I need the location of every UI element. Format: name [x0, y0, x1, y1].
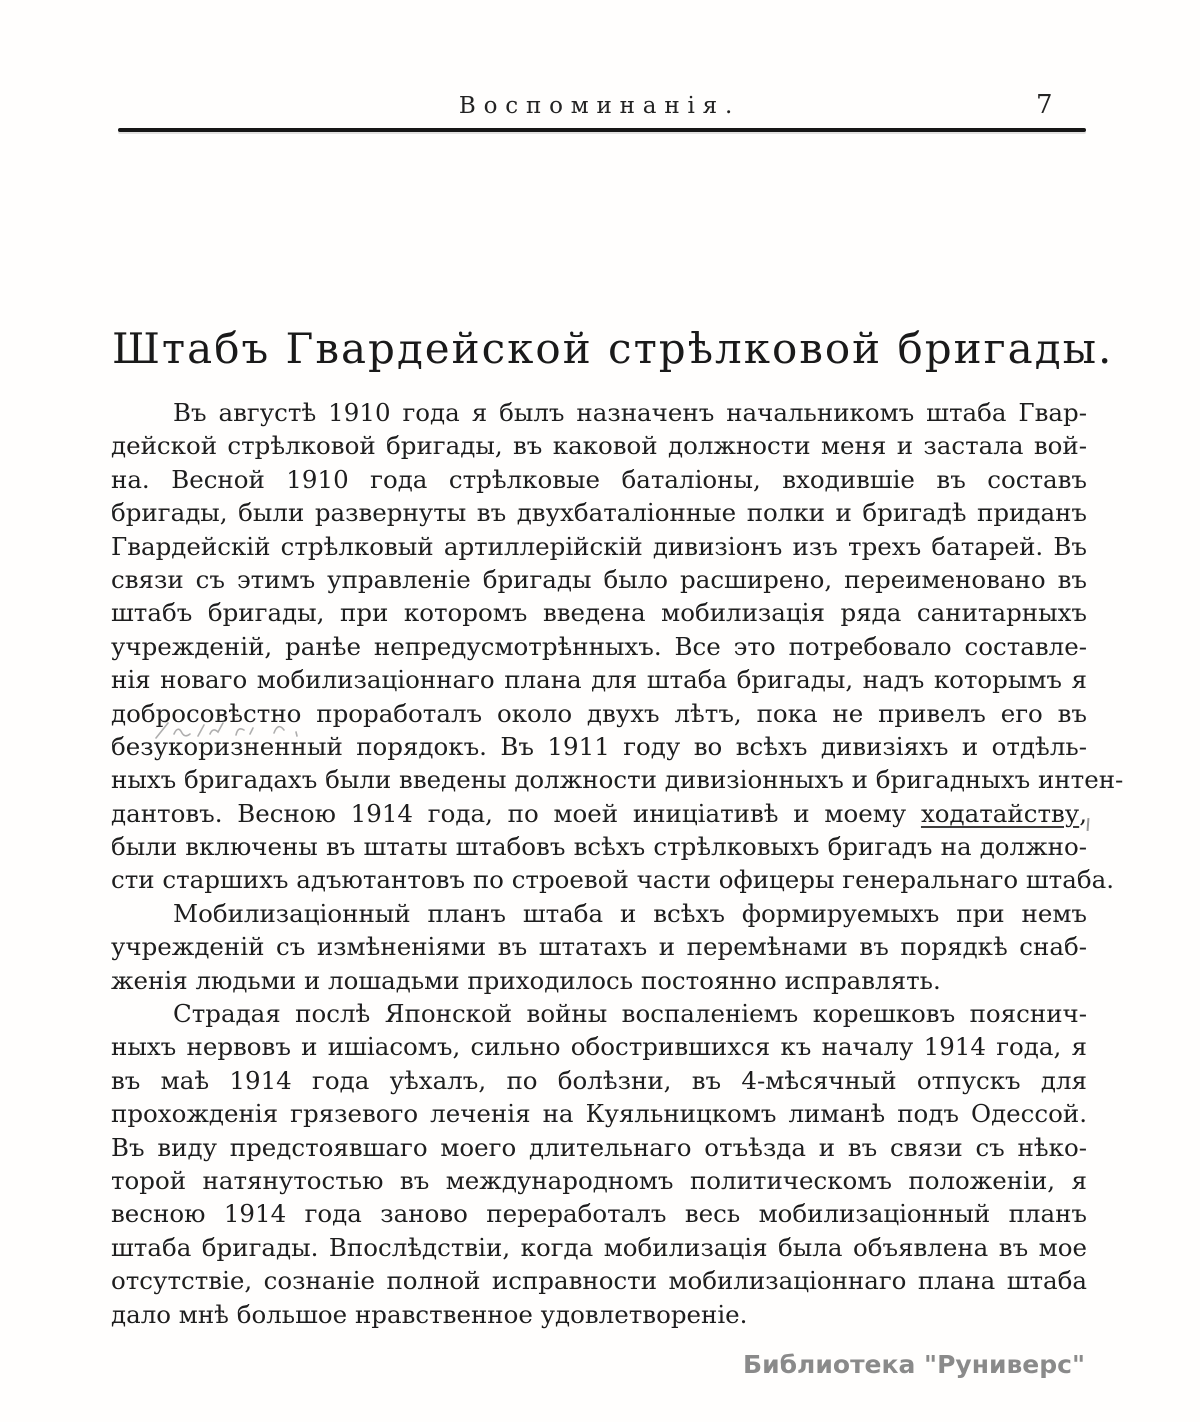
- text-line: дейской стрѣлковой бригады, въ каковой должности меня и застала вой-: [111, 431, 1087, 461]
- text-line: штаба бригады. Впослѣдствіи, когда мобилизація была объявлена въ мое: [111, 1232, 1087, 1262]
- text-line: добросовѣстно проработалъ около двухъ лѣтъ, пока не привелъ его въ: [111, 698, 1087, 728]
- text-line: связи съ этимъ управленіе бригады было расширено, переименовано въ: [111, 564, 1087, 594]
- line-text: ,: [1079, 798, 1087, 828]
- text-line: сти старшихъ адъютантовъ по строевой части офицеры генеральнаго штаба.: [111, 865, 1114, 895]
- text-line: женія людьми и лошадьми приходилось постоянно исправлять.: [111, 965, 941, 995]
- paragraph-1: [111, 396, 1124, 897]
- pencil-underlined-word: ходатайству: [920, 798, 1080, 828]
- text-line: были включены въ штаты штабовъ всѣхъ стрѣлковыхъ бригадъ на должно-: [111, 832, 1087, 862]
- text-line: Мобилизаціонный планъ штаба и всѣхъ формируемыхъ при немъ: [173, 898, 1087, 928]
- text-line: нія новаго мобилизаціоннаго плана для штаба бригады, надъ которымъ я: [111, 665, 1087, 695]
- line-text: дантовъ. Весною 1914 года, по моей иниціативѣ и моему: [111, 798, 921, 828]
- text-line: безукоризненный порядокъ. Въ 1911 году во всѣхъ дивизіяхъ и отдѣль-: [111, 731, 1087, 761]
- text-line: учрежденій съ измѣненіями въ штатахъ и перемѣнами въ порядкѣ снаб-: [111, 932, 1087, 962]
- text-line: Страдая послѣ Японской войны воспаленіемъ корешковъ пояснич-: [173, 999, 1087, 1029]
- pencil-margin-tick: [1087, 818, 1090, 831]
- page-number: 7: [1036, 90, 1053, 120]
- text-line: бригады, были развернуты въ двухбаталіонные полки и бригадѣ приданъ: [111, 498, 1087, 528]
- text-line: Въ августѣ 1910 года я былъ назначенъ начальникомъ штаба Гвар-: [173, 398, 1087, 427]
- text-line: дало мнѣ большое нравственное удовлетвореніе.: [111, 1299, 748, 1329]
- text-line: учрежденій, ранѣе непредусмотрѣнныхъ. Все это потребовало составле-: [111, 631, 1087, 661]
- library-watermark: Библиотека "Руниверс": [743, 1350, 1085, 1379]
- chapter-title: Штабъ Гвардейской стрѣлковой бригады.: [112, 324, 1114, 373]
- text-line: Въ виду предстоявшаго моего длительнаго отъѣзда и въ связи съ нѣко-: [111, 1132, 1087, 1162]
- text-line: въ маѣ 1914 года уѣхалъ, по болѣзни, въ 4-мѣсячный отпускъ для: [111, 1065, 1087, 1095]
- pencil-annotation: [146, 718, 326, 744]
- text-line: торой натянутостью въ международномъ политическомъ положеніи, я: [111, 1165, 1087, 1195]
- text-line: отсутствіе, сознаніе полной исправности мобилизаціоннаго плана штаба: [111, 1266, 1087, 1296]
- text-line: прохожденія грязевого леченія на Куяльницкомъ лиманѣ подъ Одессой.: [111, 1099, 1087, 1129]
- text-line-with-underline: [111, 797, 1087, 830]
- paragraph-2: [111, 897, 1087, 997]
- text-line: ныхъ нервовъ и ишіасомъ, сильно обострившихся къ началу 1914 года, я: [111, 1032, 1087, 1062]
- text-line: на. Весной 1910 года стрѣлковые баталіоны, входившіе въ составъ: [111, 464, 1087, 494]
- body-text: [111, 396, 1124, 1331]
- text-line: Гвардейскій стрѣлковый артиллерійскій дивизіонъ изъ трехъ батарей. Въ: [111, 531, 1087, 561]
- running-title: Воспоминанія.: [458, 93, 741, 119]
- text-line: штабъ бригады, при которомъ введена мобилизація ряда санитарныхъ: [111, 598, 1087, 628]
- header-rule: [118, 128, 1086, 132]
- text-line: ныхъ бригадахъ были введены должности дивизіонныхъ и бригадныхъ интен-: [111, 765, 1124, 795]
- paragraph-3: [111, 997, 1087, 1331]
- text-line: весною 1914 года заново переработалъ весь мобилизаціонный планъ: [111, 1199, 1087, 1229]
